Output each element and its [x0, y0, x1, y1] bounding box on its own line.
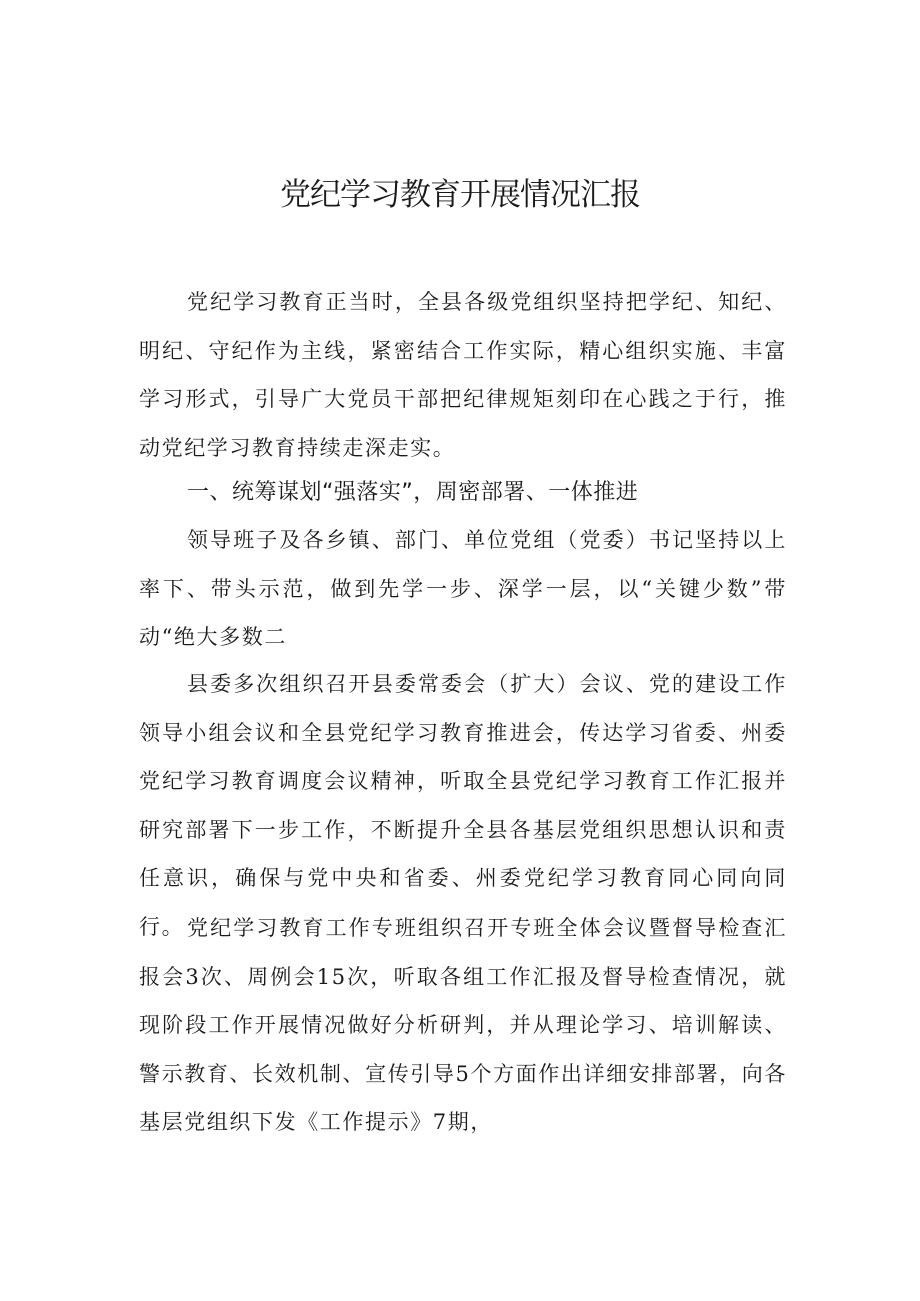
body-paragraph: 领导班子及各乡镇、部门、单位党组（党委）书记坚持以上率下、带头示范，做到先学一步、深学一层，以“关键少数”带动“绝大多数二 — [139, 528, 787, 650]
document-title: 党纪学习教育开展情况汇报 — [280, 177, 640, 213]
body-paragraph: 县委多次组织召开县委常委会（扩大）会议、党的建设工作领导小组会议和全县党纪学习教育推进会，传达学习省委、州委党纪学习教育调度会议精神，听取全县党纪学习教育工作汇报并研究部署下一步工作，不断提升全县各基层党组织思想认识和责任意识，确保与党中央和省委、州委党纪学习教育同心同向同行。 — [139, 672, 787, 939]
intro-paragraph: 党纪学习教育正当时，全县各级党组织坚持把学纪、知纪、明纪、守纪作为主线，紧密结合工作实际，精心组织实施、丰富学习形式，引导广大党员干部把纪律规矩刻印在心践之于行，推动党纪学习教育持续走深走实。 — [139, 290, 787, 460]
body-paragraph: 党纪学习教育工作专班组织召开专班全体会议暨督导检查汇报会3次、周例会15次，听取各组工作汇报及督导检查情况，就现阶段工作开展情况做好分析研判，并从理论学习、培训解读、警示教育、长效机制、宣传引导5个方面作出详细安排部署，向各基层党组织下发《工作提示》7期， — [139, 916, 787, 1135]
section-heading: 一、统筹谋划“强落实”，周密部署、一体推进 — [187, 480, 639, 505]
